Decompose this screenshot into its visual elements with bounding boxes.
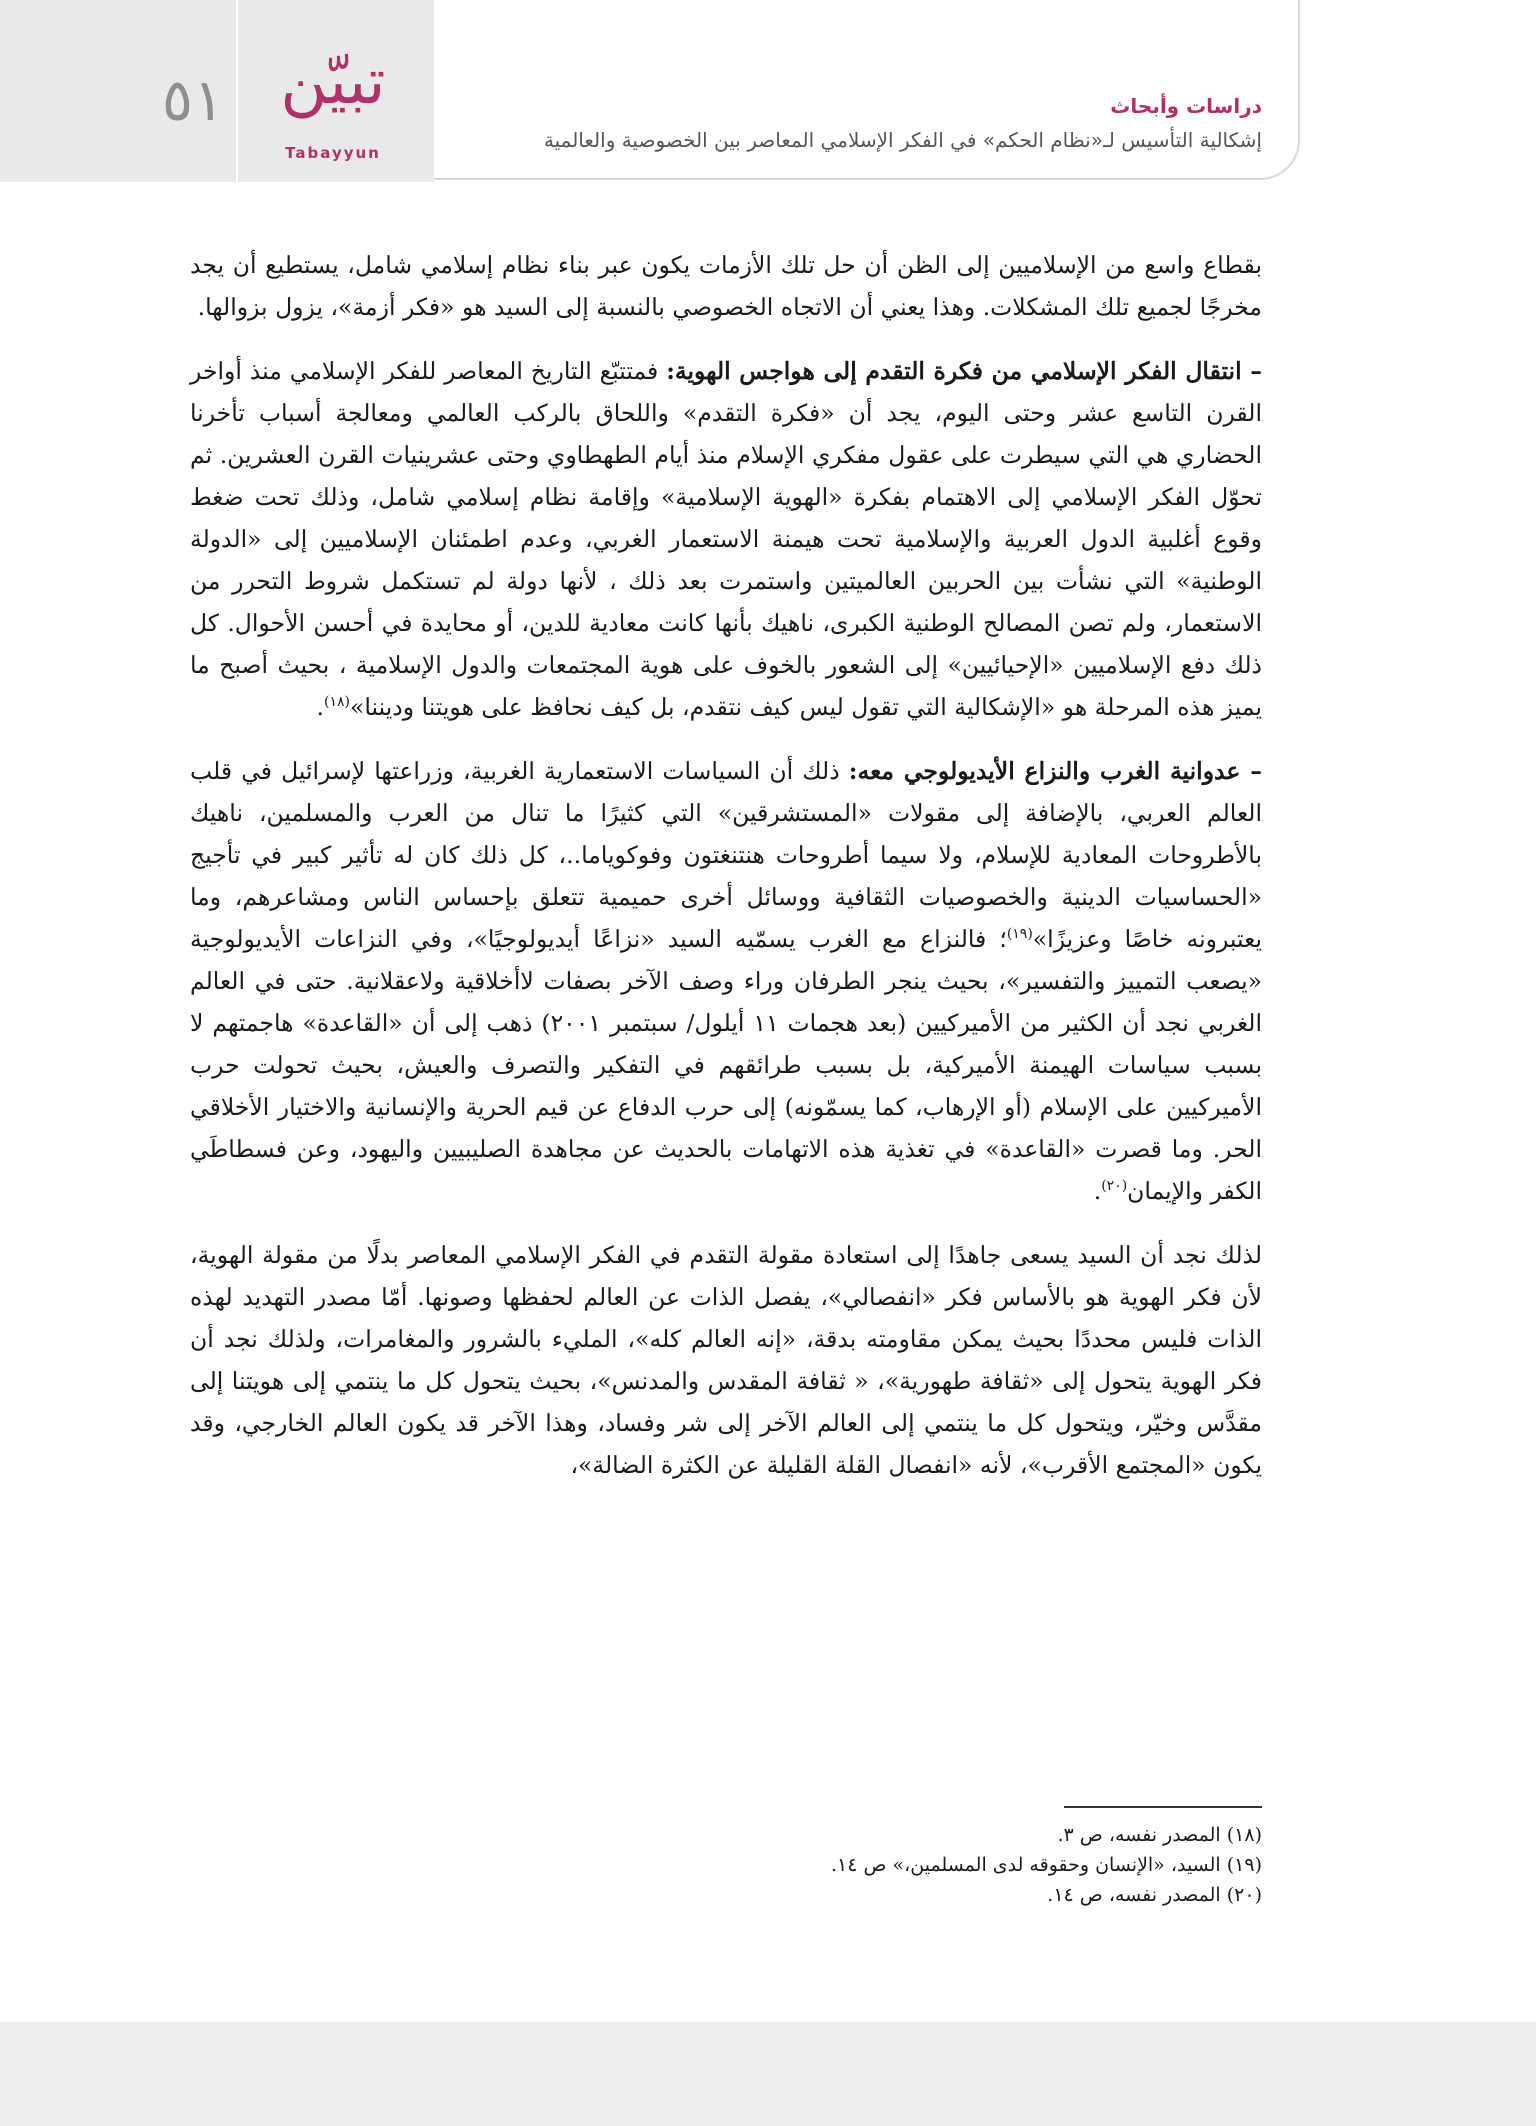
header-frame bbox=[434, 0, 1300, 180]
paragraph-3-end: . bbox=[1093, 1177, 1102, 1205]
footnote-ref-19[interactable]: (١٩) bbox=[1006, 926, 1033, 943]
footnote-20: (٢٠) المصدر نفسه، ص ١٤. bbox=[1047, 1884, 1262, 1906]
running-title: إشكالية التأسيس لـ«نظام الحكم» في الفكر الإسلامي المعاصر بين الخصوصية والعالمية bbox=[543, 128, 1262, 152]
header-divider bbox=[236, 0, 238, 182]
paragraph-2 bbox=[190, 350, 1262, 728]
paragraph-2-text: فمتتبّع التاريخ المعاصر للفكر الإسلامي منذ أواخر القرن التاسع عشر وحتى اليوم، يجد أن «فكرة التقدم» واللحاق بالركب العالمي ومعالجة أسباب تأخرنا الحضاري هي التي سيطرت على عقول مفكري الإسلام منذ أيام الطهطاوي وحتى عشرينيات القرن العشرين. ثم تحوّل الفكر الإسلامي إلى الاهتمام بفكرة «الهوية الإسلامية» وإقامة نظام إسلامي شامل، وذلك تحت ضغط وقوع أغلبية الدول العربية والإسلامية تحت هيمنة الاستعمار الغربي، وعدم اطمئنان الإسلاميين إلى «الدولة الوطنية» التي نشأت بين الحربين العالميتين واستمرت بعد ذلك ، لأنها دولة لم تستكمل شروط التحرر من الاستعمار، ولم تصن المصالح الوطنية الكبرى، ناهيك بأنها كانت معادية للدين، أو محايدة في أحسن الأحوال. كل ذلك دفع الإسلاميين «الإحيائيين» إلى الشعور بالخوف على هوية المجتمعات والدول الإسلامية ، بحيث أصبح ما يميز هذه المرحلة هو «الإشكالية التي تقول ليس كيف نتقدم، بل كيف نحافظ على هويتنا وديننا» bbox=[190, 357, 1262, 721]
article-body bbox=[190, 244, 1262, 1508]
footnotes bbox=[590, 1820, 1262, 1910]
paragraph-2-end: . bbox=[316, 693, 325, 721]
section-label: دراسات وأبحاث bbox=[1110, 94, 1262, 118]
tabayyun-logo bbox=[258, 45, 408, 170]
footnote-rule bbox=[1064, 1806, 1262, 1808]
paragraph-2-heading: – انتقال الفكر الإسلامي من فكرة التقدم إلى هواجس الهوية: bbox=[666, 357, 1262, 385]
paragraph-3-text-b: ؛ فالنزاع مع الغرب يسمّيه السيد «نزاعًا أيديولوجيًا»، وفي النزاعات الأيديولوجية «يصعب التمييز والتفسير»، بحيث ينجر الطرفان وراء وصف الآخر بصفات لاأخلاقية ولاعقلانية. حتى في العالم الغربي نجد أن الكثير من الأميركيين (بعد هجمات ١١ أيلول/ سبتمبر ٢٠٠١) ذهب إلى أن «القاعدة» هاجمتهم لا بسبب سياسات الهيمنة الأميركية، بل بسبب طرائقهم في التفكير والتصرف والعيش، بحيث تحولت حرب الأميركيين على الإسلام (أو الإرهاب، كما يسمّونه) إلى حرب الدفاع عن قيم الحرية والإنسانية والاختيار الأخلاقي الحر. وما قصرت «القاعدة» في تغذية هذه الاتهامات بالحديث عن مجاهدة الصليبيين واليهود، وعن فسطاطَي الكفر والإيمان bbox=[190, 925, 1262, 1205]
footnote-ref-20[interactable]: (٢٠) bbox=[1101, 1178, 1128, 1195]
page-number: ٥١ bbox=[161, 66, 225, 134]
logo-latin-text: Tabayyun bbox=[285, 144, 381, 162]
paragraph-4: لذلك نجد أن السيد يسعى جاهدًا إلى استعادة مقولة التقدم في الفكر الإسلامي المعاصر بدلًا من مقولة الهوية، لأن فكر الهوية هو بالأساس فكر «انفصالي»، يفصل الذات عن العالم لحفظها وصونها. أمّا مصدر التهديد لهذه الذات فليس محددًا بحيث يمكن مقاومته بدقة، «إنه العالم كله»، المليء بالشرور والمغامرات، ولذلك نجد أن فكر الهوية يتحول إلى «ثقافة طهورية»، « ثقافة المقدس والمدنس»، بحيث يتحول كل ما ينتمي إلى هويتنا إلى مقدَّس وخيّر، ويتحول كل ما ينتمي إلى العالم الآخر إلى شر وفساد، وهذا الآخر قد يكون العالم الخارجي، وقد يكون «المجتمع الأقرب»، لأنه «انفصال القلة القليلة عن الكثرة الضالة»، bbox=[190, 1241, 1262, 1479]
paragraph-3-heading: – عدوانية الغرب والنزاع الأيديولوجي معه: bbox=[848, 757, 1262, 785]
footnote-18: (١٨) المصدر نفسه، ص ٣. bbox=[1057, 1824, 1262, 1846]
footnote-19: (١٩) السيد، «الإنسان وحقوقه لدى المسلمين،» ص ١٤. bbox=[830, 1854, 1262, 1876]
footnote-ref-18[interactable]: (١٨) bbox=[324, 694, 350, 711]
logo-arabic-text: تبيّن bbox=[280, 45, 386, 119]
page-bottom-band bbox=[0, 2022, 1536, 2126]
paragraph-3 bbox=[190, 750, 1262, 1212]
paragraph-3-text-a: ذلك أن السياسات الاستعمارية الغربية، وزراعتها لإسرائيل في قلب العالم العربي، بالإضافة إلى مقولات «المستشرقين» التي كثيرًا ما تنال من العرب والمسلمين، ناهيك بالأطروحات المعادية للإسلام، ولا سيما أطروحات هنتنغتون وفوكوياما..، كل ذلك كان له تأثير كبير في تأجيج «الحساسيات الدينية والخصوصيات الثقافية ووسائل أخرى حميمية تتعلق بإحساس الناس ومشاعرهم، وما يعتبرونه خاصًا وعزيزًا» bbox=[190, 757, 1262, 953]
paragraph-1: بقطاع واسع من الإسلاميين إلى الظن أن حل تلك الأزمات يكون عبر بناء نظام إسلامي شامل، يستطيع أن يجد مخرجًا لجميع تلك المشكلات. وهذا يعني أن الاتجاه الخصوصي بالنسبة إلى السيد هو «فكر أزمة»، يزول بزوالها. bbox=[190, 251, 1262, 321]
